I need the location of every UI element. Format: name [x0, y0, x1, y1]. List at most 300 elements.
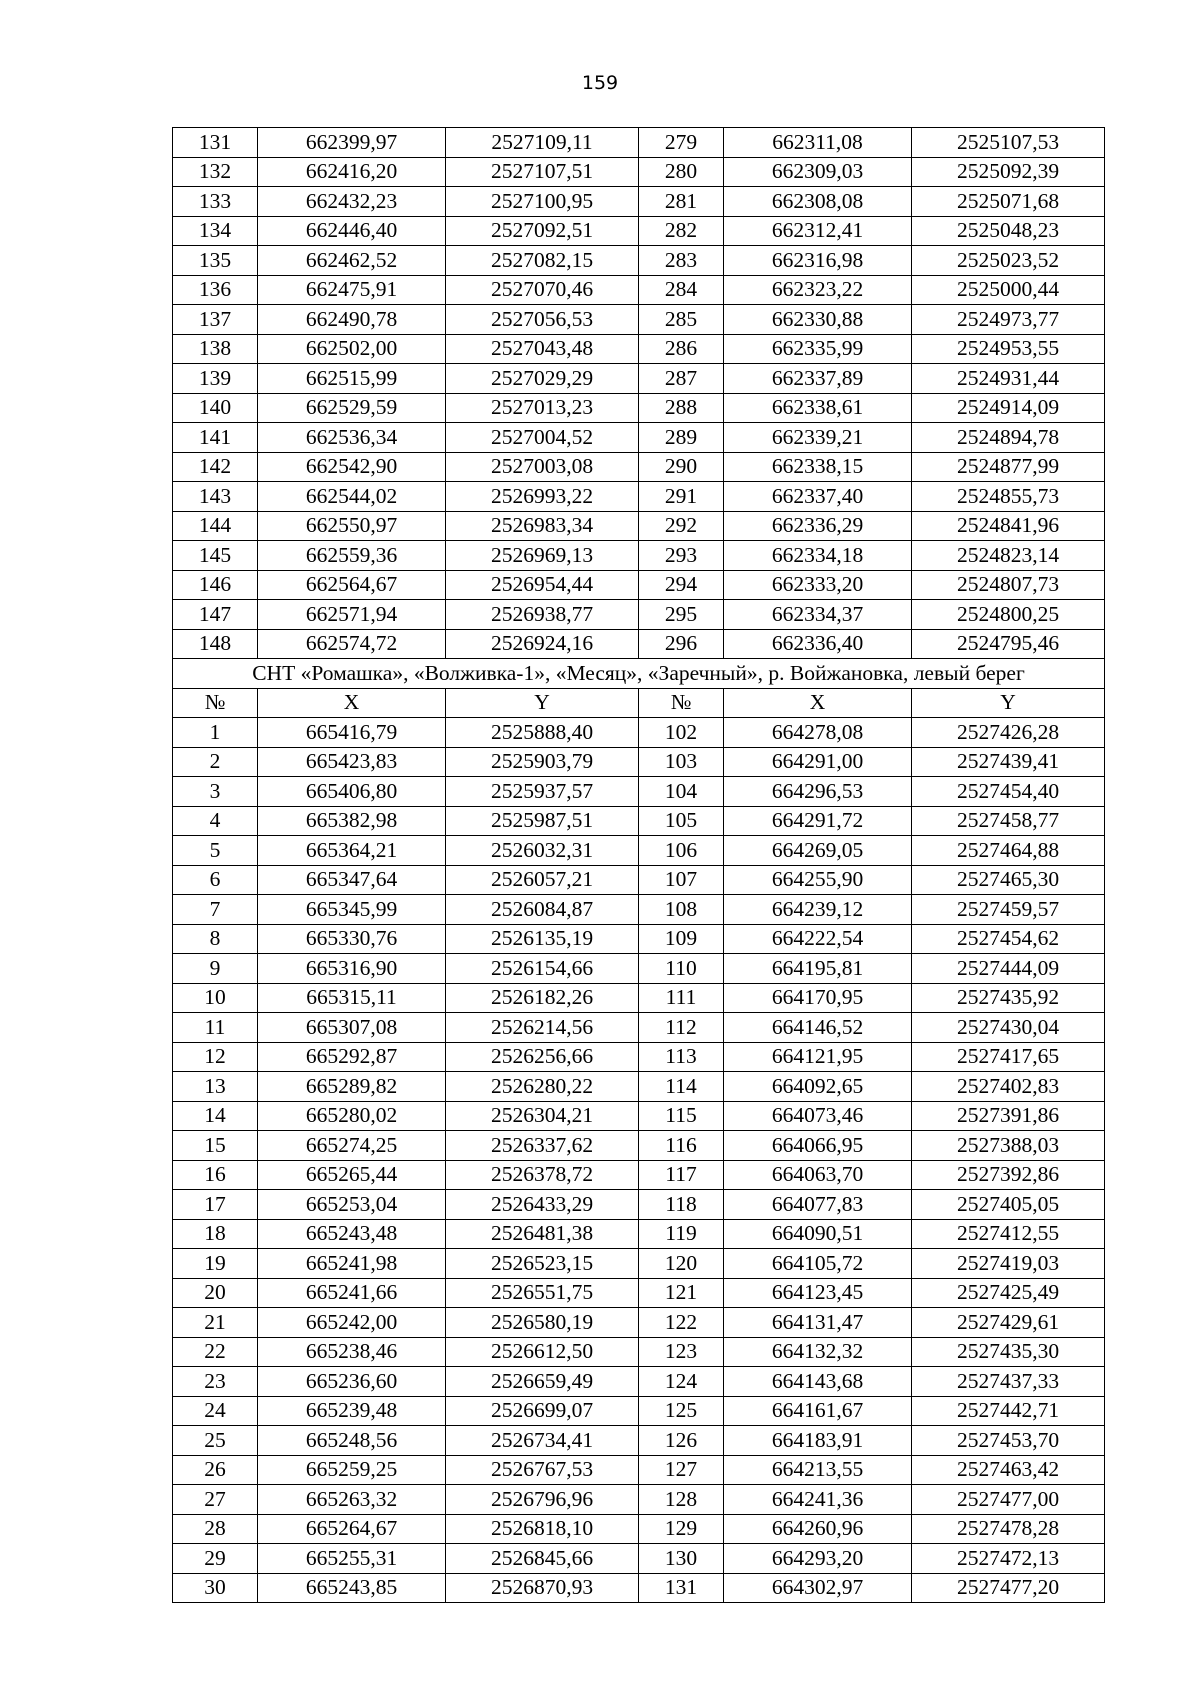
point-number-right: 119	[639, 1219, 724, 1249]
y-coordinate-left: 2527004,52	[446, 423, 639, 453]
table-row	[173, 777, 1105, 807]
point-number-left: 138	[173, 334, 258, 364]
y-coordinate-left: 2526580,19	[446, 1308, 639, 1338]
y-coordinate-right: 2527430,04	[912, 1013, 1105, 1043]
x-coordinate-right: 664269,05	[724, 836, 912, 866]
point-number-right: 104	[639, 777, 724, 807]
table-row	[173, 1337, 1105, 1367]
header-x-right: X	[724, 688, 912, 718]
x-coordinate-left: 662536,34	[258, 423, 446, 453]
x-coordinate-right: 664222,54	[724, 924, 912, 954]
point-number-left: 28	[173, 1514, 258, 1544]
x-coordinate-left: 665238,46	[258, 1337, 446, 1367]
table-row	[173, 983, 1105, 1013]
table-row	[173, 629, 1105, 659]
table-row	[173, 364, 1105, 394]
y-coordinate-left: 2526214,56	[446, 1013, 639, 1043]
y-coordinate-left: 2526523,15	[446, 1249, 639, 1279]
table-row	[173, 246, 1105, 276]
point-number-left: 135	[173, 246, 258, 276]
table-row	[173, 806, 1105, 836]
table-row	[173, 1219, 1105, 1249]
point-number-left: 148	[173, 629, 258, 659]
y-coordinate-right: 2524931,44	[912, 364, 1105, 394]
point-number-right: 107	[639, 865, 724, 895]
y-coordinate-right: 2527463,42	[912, 1455, 1105, 1485]
y-coordinate-left: 2526032,31	[446, 836, 639, 866]
point-number-left: 132	[173, 157, 258, 187]
x-coordinate-right: 664260,96	[724, 1514, 912, 1544]
point-number-left: 4	[173, 806, 258, 836]
column-header-row	[173, 688, 1105, 718]
y-coordinate-right: 2527459,57	[912, 895, 1105, 925]
point-number-left: 16	[173, 1160, 258, 1190]
point-number-right: 124	[639, 1367, 724, 1397]
x-coordinate-right: 664105,72	[724, 1249, 912, 1279]
header-number-right: №	[639, 688, 724, 718]
y-coordinate-left: 2527029,29	[446, 364, 639, 394]
y-coordinate-right: 2527402,83	[912, 1072, 1105, 1102]
x-coordinate-right: 662339,21	[724, 423, 912, 453]
point-number-right: 129	[639, 1514, 724, 1544]
point-number-right: 128	[639, 1485, 724, 1515]
y-coordinate-left: 2526256,66	[446, 1042, 639, 1072]
x-coordinate-left: 662502,00	[258, 334, 446, 364]
point-number-right: 284	[639, 275, 724, 305]
y-coordinate-left: 2527107,51	[446, 157, 639, 187]
point-number-left: 134	[173, 216, 258, 246]
y-coordinate-right: 2524823,14	[912, 541, 1105, 571]
point-number-right: 120	[639, 1249, 724, 1279]
x-coordinate-left: 665274,25	[258, 1131, 446, 1161]
point-number-right: 103	[639, 747, 724, 777]
point-number-right: 106	[639, 836, 724, 866]
y-coordinate-left: 2526084,87	[446, 895, 639, 925]
y-coordinate-left: 2526699,07	[446, 1396, 639, 1426]
x-coordinate-right: 662312,41	[724, 216, 912, 246]
y-coordinate-left: 2526818,10	[446, 1514, 639, 1544]
y-coordinate-right: 2527391,86	[912, 1101, 1105, 1131]
x-coordinate-left: 665347,64	[258, 865, 446, 895]
x-coordinate-right: 662333,20	[724, 570, 912, 600]
table-row	[173, 482, 1105, 512]
point-number-right: 296	[639, 629, 724, 659]
point-number-right: 280	[639, 157, 724, 187]
x-coordinate-right: 664291,00	[724, 747, 912, 777]
y-coordinate-left: 2527003,08	[446, 452, 639, 482]
point-number-right: 109	[639, 924, 724, 954]
y-coordinate-right: 2527435,30	[912, 1337, 1105, 1367]
x-coordinate-left: 665382,98	[258, 806, 446, 836]
x-coordinate-right: 664170,95	[724, 983, 912, 1013]
x-coordinate-left: 662550,97	[258, 511, 446, 541]
table-row	[173, 865, 1105, 895]
table-row	[173, 895, 1105, 925]
y-coordinate-left: 2526993,22	[446, 482, 639, 512]
y-coordinate-right: 2527426,28	[912, 718, 1105, 748]
table-row	[173, 393, 1105, 423]
x-coordinate-left: 665406,80	[258, 777, 446, 807]
point-number-left: 1	[173, 718, 258, 748]
x-coordinate-right: 664302,97	[724, 1573, 912, 1603]
y-coordinate-left: 2526433,29	[446, 1190, 639, 1220]
x-coordinate-right: 662337,89	[724, 364, 912, 394]
section-title-row	[173, 659, 1105, 689]
table-row	[173, 1544, 1105, 1574]
point-number-right: 117	[639, 1160, 724, 1190]
point-number-left: 8	[173, 924, 258, 954]
x-coordinate-right: 662311,08	[724, 128, 912, 158]
point-number-right: 283	[639, 246, 724, 276]
x-coordinate-right: 664183,91	[724, 1426, 912, 1456]
point-number-left: 18	[173, 1219, 258, 1249]
point-number-left: 140	[173, 393, 258, 423]
table-row	[173, 187, 1105, 217]
x-coordinate-right: 664213,55	[724, 1455, 912, 1485]
x-coordinate-left: 662432,23	[258, 187, 446, 217]
x-coordinate-right: 662330,88	[724, 305, 912, 335]
point-number-right: 293	[639, 541, 724, 571]
x-coordinate-left: 665255,31	[258, 1544, 446, 1574]
table-row	[173, 1190, 1105, 1220]
point-number-left: 5	[173, 836, 258, 866]
y-coordinate-left: 2526954,44	[446, 570, 639, 600]
y-coordinate-left: 2525987,51	[446, 806, 639, 836]
table-row	[173, 1485, 1105, 1515]
point-number-left: 19	[173, 1249, 258, 1279]
header-x-left: X	[258, 688, 446, 718]
y-coordinate-right: 2524795,46	[912, 629, 1105, 659]
coordinates-table	[172, 127, 1105, 1603]
section-title: СНТ «Ромашка», «Волживка-1», «Месяц», «Заречный», р. Войжановка, левый берег	[173, 659, 1105, 689]
y-coordinate-left: 2527082,15	[446, 246, 639, 276]
point-number-right: 110	[639, 954, 724, 984]
x-coordinate-right: 662316,98	[724, 246, 912, 276]
point-number-right: 294	[639, 570, 724, 600]
y-coordinate-left: 2527109,11	[446, 128, 639, 158]
y-coordinate-right: 2527444,09	[912, 954, 1105, 984]
table-row	[173, 334, 1105, 364]
point-number-left: 15	[173, 1131, 258, 1161]
point-number-left: 146	[173, 570, 258, 600]
table-row	[173, 157, 1105, 187]
y-coordinate-right: 2527454,62	[912, 924, 1105, 954]
table-row	[173, 1426, 1105, 1456]
x-coordinate-left: 662475,91	[258, 275, 446, 305]
point-number-left: 9	[173, 954, 258, 984]
x-coordinate-left: 662446,40	[258, 216, 446, 246]
table-row	[173, 1101, 1105, 1131]
table-row	[173, 305, 1105, 335]
x-coordinate-left: 662564,67	[258, 570, 446, 600]
point-number-right: 131	[639, 1573, 724, 1603]
point-number-right: 289	[639, 423, 724, 453]
table-row	[173, 511, 1105, 541]
point-number-right: 105	[639, 806, 724, 836]
y-coordinate-left: 2526612,50	[446, 1337, 639, 1367]
x-coordinate-right: 664132,32	[724, 1337, 912, 1367]
point-number-left: 11	[173, 1013, 258, 1043]
y-coordinate-right: 2525071,68	[912, 187, 1105, 217]
y-coordinate-right: 2527472,13	[912, 1544, 1105, 1574]
y-coordinate-right: 2525000,44	[912, 275, 1105, 305]
y-coordinate-right: 2527429,61	[912, 1308, 1105, 1338]
y-coordinate-left: 2526057,21	[446, 865, 639, 895]
header-y-right: Y	[912, 688, 1105, 718]
y-coordinate-right: 2527454,40	[912, 777, 1105, 807]
x-coordinate-right: 662308,08	[724, 187, 912, 217]
point-number-left: 142	[173, 452, 258, 482]
x-coordinate-right: 664255,90	[724, 865, 912, 895]
x-coordinate-left: 665264,67	[258, 1514, 446, 1544]
point-number-left: 141	[173, 423, 258, 453]
y-coordinate-left: 2526924,16	[446, 629, 639, 659]
y-coordinate-right: 2527458,77	[912, 806, 1105, 836]
x-coordinate-right: 664131,47	[724, 1308, 912, 1338]
y-coordinate-right: 2527425,49	[912, 1278, 1105, 1308]
table-row	[173, 1573, 1105, 1603]
x-coordinate-left: 665243,48	[258, 1219, 446, 1249]
y-coordinate-right: 2527477,00	[912, 1485, 1105, 1515]
y-coordinate-right: 2527417,65	[912, 1042, 1105, 1072]
point-number-right: 291	[639, 482, 724, 512]
x-coordinate-left: 662399,97	[258, 128, 446, 158]
x-coordinate-left: 665263,32	[258, 1485, 446, 1515]
y-coordinate-left: 2525903,79	[446, 747, 639, 777]
point-number-left: 23	[173, 1367, 258, 1397]
x-coordinate-right: 662338,61	[724, 393, 912, 423]
point-number-left: 17	[173, 1190, 258, 1220]
x-coordinate-left: 665316,90	[258, 954, 446, 984]
point-number-left: 20	[173, 1278, 258, 1308]
y-coordinate-left: 2527013,23	[446, 393, 639, 423]
x-coordinate-right: 664291,72	[724, 806, 912, 836]
y-coordinate-right: 2525023,52	[912, 246, 1105, 276]
x-coordinate-right: 662334,18	[724, 541, 912, 571]
x-coordinate-left: 665248,56	[258, 1426, 446, 1456]
x-coordinate-right: 664239,12	[724, 895, 912, 925]
point-number-left: 12	[173, 1042, 258, 1072]
point-number-right: 126	[639, 1426, 724, 1456]
x-coordinate-right: 664161,67	[724, 1396, 912, 1426]
table-row	[173, 1308, 1105, 1338]
x-coordinate-left: 665416,79	[258, 718, 446, 748]
point-number-right: 102	[639, 718, 724, 748]
x-coordinate-right: 662323,22	[724, 275, 912, 305]
point-number-right: 285	[639, 305, 724, 335]
x-coordinate-right: 664063,70	[724, 1160, 912, 1190]
y-coordinate-right: 2527405,05	[912, 1190, 1105, 1220]
x-coordinate-left: 665330,76	[258, 924, 446, 954]
y-coordinate-right: 2524800,25	[912, 600, 1105, 630]
y-coordinate-right: 2527439,41	[912, 747, 1105, 777]
y-coordinate-left: 2526870,93	[446, 1573, 639, 1603]
x-coordinate-left: 665292,87	[258, 1042, 446, 1072]
point-number-left: 25	[173, 1426, 258, 1456]
y-coordinate-left: 2525888,40	[446, 718, 639, 748]
y-coordinate-right: 2524914,09	[912, 393, 1105, 423]
table-row	[173, 1249, 1105, 1279]
table-row	[173, 1455, 1105, 1485]
y-coordinate-left: 2526337,62	[446, 1131, 639, 1161]
y-coordinate-right: 2525048,23	[912, 216, 1105, 246]
y-coordinate-left: 2527043,48	[446, 334, 639, 364]
x-coordinate-right: 662334,37	[724, 600, 912, 630]
y-coordinate-right: 2527442,71	[912, 1396, 1105, 1426]
x-coordinate-right: 664278,08	[724, 718, 912, 748]
page-number: 159	[581, 72, 619, 94]
table-row	[173, 1131, 1105, 1161]
y-coordinate-left: 2526551,75	[446, 1278, 639, 1308]
x-coordinate-left: 662574,72	[258, 629, 446, 659]
x-coordinate-right: 664066,95	[724, 1131, 912, 1161]
point-number-left: 144	[173, 511, 258, 541]
y-coordinate-right: 2524894,78	[912, 423, 1105, 453]
x-coordinate-right: 664143,68	[724, 1367, 912, 1397]
y-coordinate-left: 2526734,41	[446, 1426, 639, 1456]
y-coordinate-right: 2527464,88	[912, 836, 1105, 866]
table-row	[173, 216, 1105, 246]
point-number-right: 115	[639, 1101, 724, 1131]
table-row	[173, 718, 1105, 748]
table-row	[173, 747, 1105, 777]
x-coordinate-right: 664293,20	[724, 1544, 912, 1574]
table-row	[173, 600, 1105, 630]
y-coordinate-left: 2526280,22	[446, 1072, 639, 1102]
x-coordinate-right: 662309,03	[724, 157, 912, 187]
table-row	[173, 954, 1105, 984]
point-number-right: 114	[639, 1072, 724, 1102]
y-coordinate-right: 2527435,92	[912, 983, 1105, 1013]
point-number-left: 147	[173, 600, 258, 630]
table-row	[173, 1367, 1105, 1397]
x-coordinate-left: 662529,59	[258, 393, 446, 423]
x-coordinate-right: 664121,95	[724, 1042, 912, 1072]
x-coordinate-left: 662515,99	[258, 364, 446, 394]
table-row	[173, 1396, 1105, 1426]
table-row	[173, 924, 1105, 954]
x-coordinate-right: 664073,46	[724, 1101, 912, 1131]
y-coordinate-right: 2524807,73	[912, 570, 1105, 600]
x-coordinate-left: 662544,02	[258, 482, 446, 512]
y-coordinate-left: 2526983,34	[446, 511, 639, 541]
table-row	[173, 452, 1105, 482]
x-coordinate-right: 664296,53	[724, 777, 912, 807]
point-number-left: 24	[173, 1396, 258, 1426]
point-number-left: 145	[173, 541, 258, 571]
x-coordinate-right: 664090,51	[724, 1219, 912, 1249]
y-coordinate-right: 2527392,86	[912, 1160, 1105, 1190]
point-number-left: 131	[173, 128, 258, 158]
y-coordinate-left: 2526796,96	[446, 1485, 639, 1515]
x-coordinate-right: 662336,29	[724, 511, 912, 541]
point-number-right: 116	[639, 1131, 724, 1161]
header-y-left: Y	[446, 688, 639, 718]
table-row	[173, 1013, 1105, 1043]
x-coordinate-left: 665236,60	[258, 1367, 446, 1397]
x-coordinate-left: 662462,52	[258, 246, 446, 276]
point-number-right: 282	[639, 216, 724, 246]
y-coordinate-left: 2526659,49	[446, 1367, 639, 1397]
top-section-rows	[173, 128, 1105, 659]
y-coordinate-right: 2527477,20	[912, 1573, 1105, 1603]
x-coordinate-left: 662571,94	[258, 600, 446, 630]
point-number-right: 121	[639, 1278, 724, 1308]
x-coordinate-left: 665423,83	[258, 747, 446, 777]
table-row	[173, 1278, 1105, 1308]
point-number-right: 288	[639, 393, 724, 423]
x-coordinate-left: 665265,44	[258, 1160, 446, 1190]
y-coordinate-right: 2524877,99	[912, 452, 1105, 482]
y-coordinate-left: 2525937,57	[446, 777, 639, 807]
point-number-right: 122	[639, 1308, 724, 1338]
table-row	[173, 423, 1105, 453]
x-coordinate-right: 662337,40	[724, 482, 912, 512]
y-coordinate-left: 2526378,72	[446, 1160, 639, 1190]
y-coordinate-left: 2526845,66	[446, 1544, 639, 1574]
point-number-right: 281	[639, 187, 724, 217]
x-coordinate-left: 665364,21	[258, 836, 446, 866]
x-coordinate-right: 662338,15	[724, 452, 912, 482]
x-coordinate-left: 662542,90	[258, 452, 446, 482]
header-number-left: №	[173, 688, 258, 718]
point-number-left: 133	[173, 187, 258, 217]
point-number-left: 14	[173, 1101, 258, 1131]
x-coordinate-right: 664146,52	[724, 1013, 912, 1043]
x-coordinate-left: 665241,98	[258, 1249, 446, 1279]
x-coordinate-left: 665239,48	[258, 1396, 446, 1426]
y-coordinate-left: 2526182,26	[446, 983, 639, 1013]
table-row	[173, 836, 1105, 866]
x-coordinate-left: 662559,36	[258, 541, 446, 571]
x-coordinate-left: 665243,85	[258, 1573, 446, 1603]
point-number-left: 30	[173, 1573, 258, 1603]
y-coordinate-left: 2527092,51	[446, 216, 639, 246]
x-coordinate-left: 665242,00	[258, 1308, 446, 1338]
point-number-right: 295	[639, 600, 724, 630]
point-number-right: 113	[639, 1042, 724, 1072]
x-coordinate-left: 665315,11	[258, 983, 446, 1013]
y-coordinate-right: 2524953,55	[912, 334, 1105, 364]
point-number-left: 2	[173, 747, 258, 777]
y-coordinate-left: 2526304,21	[446, 1101, 639, 1131]
table-row	[173, 570, 1105, 600]
table-row	[173, 275, 1105, 305]
y-coordinate-left: 2526938,77	[446, 600, 639, 630]
y-coordinate-left: 2526154,66	[446, 954, 639, 984]
y-coordinate-left: 2526969,13	[446, 541, 639, 571]
x-coordinate-left: 665280,02	[258, 1101, 446, 1131]
x-coordinate-right: 664123,45	[724, 1278, 912, 1308]
y-coordinate-right: 2527388,03	[912, 1131, 1105, 1161]
point-number-right: 108	[639, 895, 724, 925]
x-coordinate-left: 665289,82	[258, 1072, 446, 1102]
y-coordinate-left: 2526481,38	[446, 1219, 639, 1249]
point-number-left: 137	[173, 305, 258, 335]
x-coordinate-left: 665345,99	[258, 895, 446, 925]
point-number-right: 292	[639, 511, 724, 541]
y-coordinate-right: 2525092,39	[912, 157, 1105, 187]
x-coordinate-right: 662335,99	[724, 334, 912, 364]
x-coordinate-right: 664092,65	[724, 1072, 912, 1102]
point-number-right: 287	[639, 364, 724, 394]
y-coordinate-right: 2527465,30	[912, 865, 1105, 895]
x-coordinate-left: 665241,66	[258, 1278, 446, 1308]
table-row	[173, 1160, 1105, 1190]
point-number-left: 10	[173, 983, 258, 1013]
y-coordinate-right: 2527419,03	[912, 1249, 1105, 1279]
table-row	[173, 1042, 1105, 1072]
